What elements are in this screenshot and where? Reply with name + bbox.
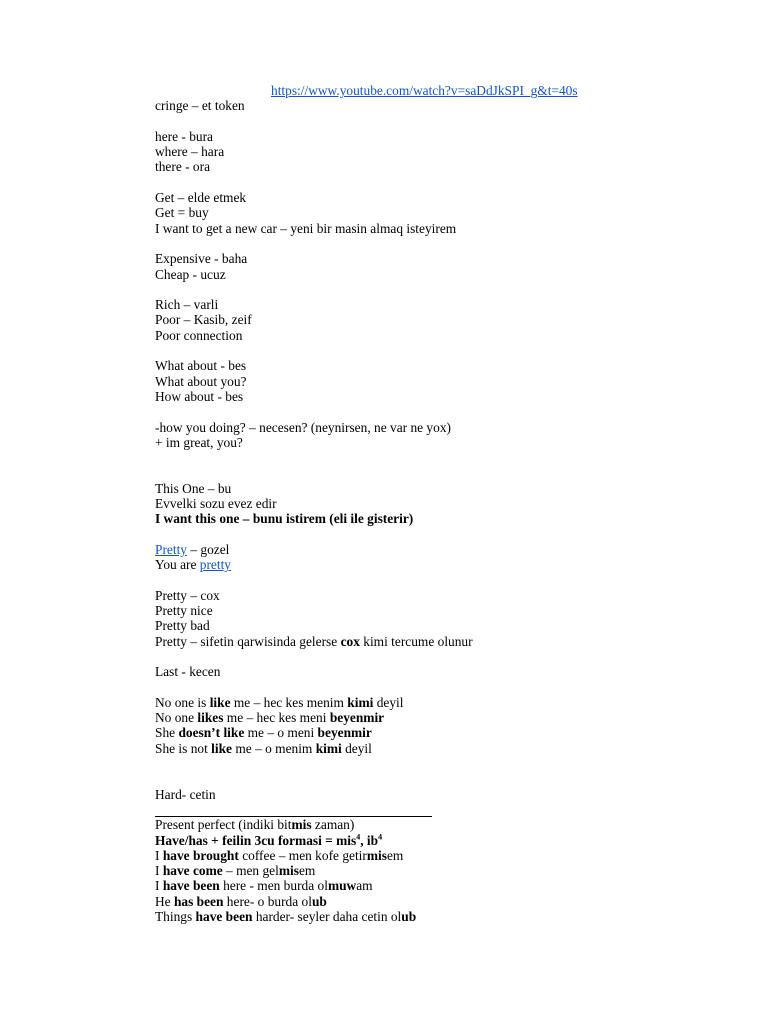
line-pp-3 [155, 878, 715, 893]
text-run: Present perfect (indiki bit [155, 817, 292, 833]
pretty-link-2[interactable]: pretty [199, 557, 231, 573]
line-pp-5 [155, 909, 715, 924]
line-poor-connection: Poor connection [155, 327, 243, 343]
line-here: here - bura [155, 128, 213, 144]
document-page [155, 83, 715, 924]
bold-run: have brought [162, 847, 239, 863]
line-you-are-pretty [155, 557, 715, 572]
line-im-great: + im great, you? [155, 434, 243, 450]
pretty-gozel-text: – gozel [187, 541, 230, 557]
text-run: I [155, 878, 163, 894]
line-there: there - ora [155, 159, 211, 175]
spacer [155, 771, 715, 786]
text-run: He [155, 893, 174, 909]
text-run: No one is [155, 694, 210, 710]
spacer [155, 282, 715, 297]
bold-run: ub [401, 909, 417, 925]
line-last: Last - kecen [155, 664, 221, 680]
spacer [155, 680, 715, 695]
text-run: coffee – men kofe getir [238, 847, 367, 863]
pretty-link[interactable]: Pretty [155, 541, 187, 557]
line-rich: Rich – varli [155, 297, 219, 313]
superscript: 4 [378, 832, 383, 842]
bold-run: likes [197, 710, 224, 726]
line-like-3 [155, 725, 715, 740]
superscript: 4 [356, 832, 361, 842]
want-this-bold: I want this one – bunu istirem (eli ile gisterir) [155, 511, 414, 527]
you-are-text: You are [155, 557, 200, 573]
bold-run: beyenmir [329, 710, 385, 726]
bold-run: kimi [347, 694, 374, 710]
line-like-1 [155, 695, 715, 710]
bold-run: mis [278, 863, 299, 879]
text-run: em [298, 863, 316, 879]
spacer [155, 114, 715, 129]
line-pretty-gozel [155, 542, 715, 557]
text-run: She [155, 725, 179, 741]
text-run: here - men burda ol [219, 878, 328, 894]
spacer [155, 404, 715, 419]
horizontal-rule [155, 802, 715, 817]
spacer [155, 527, 715, 542]
line-want-this [155, 511, 715, 526]
text-run: zaman) [311, 817, 355, 833]
line-how-about: How about - bes [155, 388, 244, 404]
youtube-link[interactable]: https://www.youtube.com/watch?v=saDdJkSPI_g&t=40s [271, 83, 578, 98]
bold-run: kimi [315, 740, 342, 756]
line-hard: Hard- cetin [155, 786, 216, 802]
bold-run: have been [162, 878, 220, 894]
line-get-2: Get = buy [155, 205, 209, 221]
text-run: am [356, 878, 373, 894]
bold-run: muw [327, 878, 357, 894]
bold-run: has been [173, 893, 224, 909]
spacer [155, 465, 715, 480]
text-run: me – o meni [244, 725, 318, 741]
line-pp-formula [155, 833, 715, 848]
line-expensive: Expensive - baha [155, 251, 248, 267]
line-pretty-sifet [155, 634, 715, 649]
text-run: em [386, 847, 404, 863]
bold-run: mis [291, 817, 312, 833]
line-like-4 [155, 741, 715, 756]
text-run: deyil [341, 740, 372, 756]
line-pp-1 [155, 848, 715, 863]
line-what-about: What about - bes [155, 358, 247, 374]
url-line [155, 83, 715, 98]
spacer [155, 343, 715, 358]
spacer [155, 756, 715, 771]
bold-run: cox [340, 633, 360, 649]
line-poor: Poor – Kasib, zeif [155, 312, 252, 328]
spacer [155, 236, 715, 251]
line-pp-2 [155, 863, 715, 878]
line-how-doing: -how you doing? – necesen? (neynirsen, ne var ne yox) [155, 419, 451, 435]
bold-run: mis [366, 847, 387, 863]
line-pp-title [155, 817, 715, 832]
line-like-2 [155, 710, 715, 725]
bold-run: have been [195, 909, 253, 925]
text-run: Have/has + feilin 3cu formasi = mis [155, 832, 357, 848]
spacer [155, 175, 715, 190]
line-evvelki: Evvelki sozu evez edir [155, 496, 277, 512]
line-what-about-you: What about you? [155, 373, 247, 389]
line-this-one: This One – bu [155, 480, 232, 496]
text-run: me – hec kes meni [223, 710, 330, 726]
line-cringe: cringe – et token [155, 98, 245, 114]
text-run: deyil [373, 694, 404, 710]
line-pp-4 [155, 894, 715, 909]
bold-run: have come [162, 863, 223, 879]
text-run: here- o burda ol [223, 893, 312, 909]
spacer [155, 573, 715, 588]
text-run: I [155, 847, 163, 863]
line-get-3: I want to get a new car – yeni bir masin almaq isteyirem [155, 220, 457, 236]
text-run: No one [155, 710, 198, 726]
line-where: where – hara [155, 144, 225, 160]
text-run: She is not [155, 740, 212, 756]
bold-run: ub [311, 893, 327, 909]
bold-run: beyenmir [317, 725, 372, 741]
text-run: me – o menim [232, 740, 316, 756]
text-run: – men gel [222, 863, 279, 879]
bold-run: doesn’t like [178, 725, 245, 741]
text-run: , ib [360, 832, 379, 848]
bold-run: like [211, 740, 233, 756]
text-run: Things [155, 909, 196, 925]
spacer [155, 450, 715, 465]
divider [155, 816, 432, 817]
line-cheap: Cheap - ucuz [155, 266, 226, 282]
text-run: I [155, 863, 163, 879]
text-run: Pretty – sifetin qarwisinda gelerse [155, 633, 341, 649]
spacer [155, 649, 715, 664]
text-run: me – hec kes menim [230, 694, 348, 710]
text-run: harder- seyler daha cetin ol [252, 909, 402, 925]
line-pretty-bad: Pretty bad [155, 618, 210, 634]
bold-run: like [209, 694, 231, 710]
pp-formula-bold [155, 833, 382, 848]
line-get-1: Get – elde etmek [155, 190, 247, 206]
line-pretty-cox: Pretty – cox [155, 587, 220, 603]
line-pretty-nice: Pretty nice [155, 603, 213, 619]
text-run: kimi tercume olunur [359, 633, 473, 649]
